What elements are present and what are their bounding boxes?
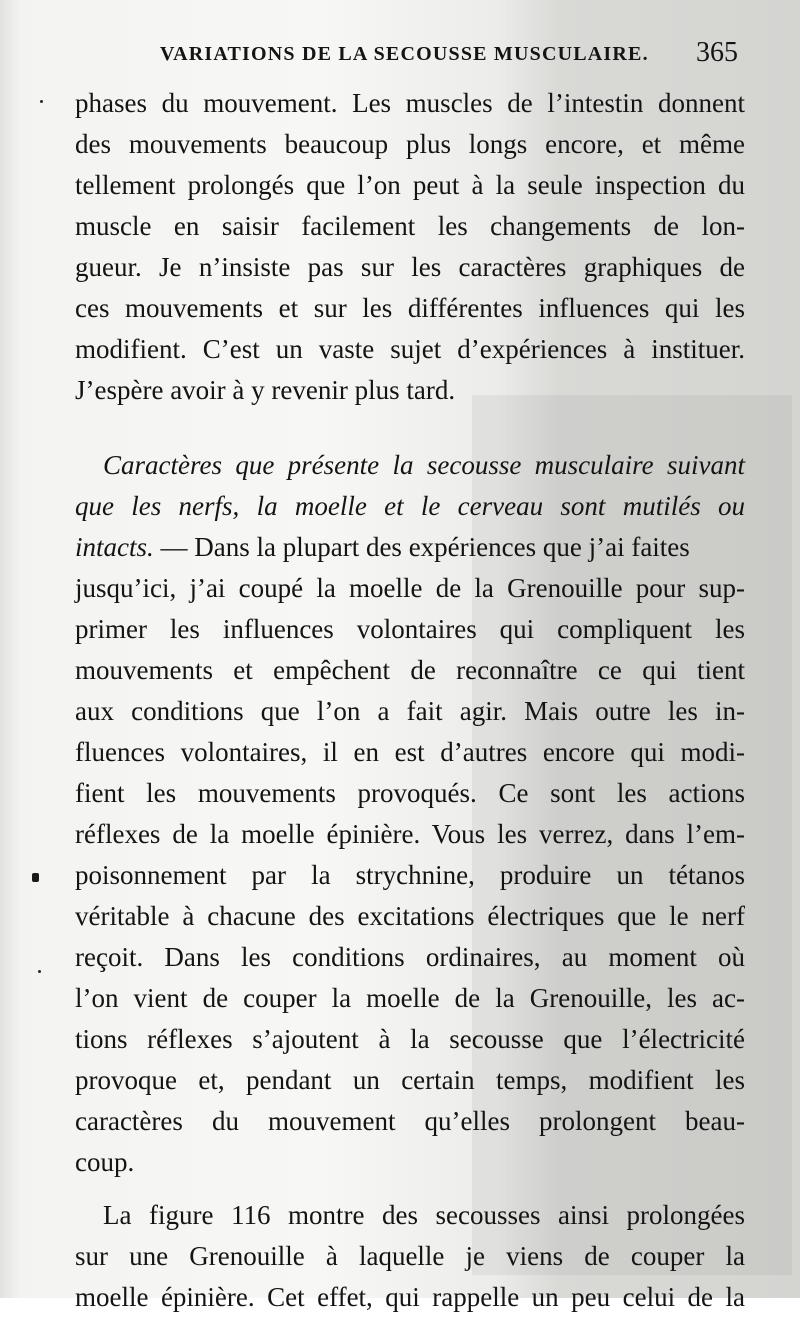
text-line: l’on vient de couper la moelle de la Grenouille, les ac- (75, 983, 745, 1013)
paragraph-1 (75, 83, 745, 411)
paragraph-gap (75, 411, 745, 445)
text-line: primer les influences volontaires qui compliquent les (75, 614, 745, 644)
section-heading-end: intacts. (75, 532, 154, 562)
text-line: caractères du mouvement qu’elles prolongent beau- (75, 1106, 745, 1136)
body-text (75, 83, 745, 1318)
text-line: ces mouvements et sur les différentes influences qui les (75, 293, 745, 323)
paragraph-gap (75, 1183, 745, 1195)
ink-speck (40, 100, 43, 103)
text-line: modifient. C’est un vaste sujet d’expériences à instituer. (75, 334, 745, 364)
paragraph-3 (75, 1195, 745, 1318)
ink-speck (38, 970, 41, 973)
text-line: phases du mouvement. Les muscles de l’intestin donnent (75, 88, 745, 118)
text-line: muscle en saisir facilement les changements de lon- (75, 211, 745, 241)
text-line: tellement prolongés que l’on peut à la seule inspection du (75, 170, 745, 200)
text-line: gueur. Je n’insiste pas sur les caractères graphiques de (75, 252, 745, 282)
text-line: jusqu’ici, j’ai coupé la moelle de la Grenouille pour sup- (75, 573, 745, 603)
binding-edge (0, 0, 22, 1298)
text-line: moelle épinière. Cet effet, qui rappelle un peu celui de la (75, 1282, 745, 1312)
section-heading-line: Caractères que présente la secousse musculaire suivant (103, 450, 745, 480)
text-line: aux conditions que l’on a fait agir. Mais outre les in- (75, 696, 745, 726)
text-line: J’espère avoir à y revenir plus tard. (75, 375, 456, 405)
section-heading-line: que les nerfs, la moelle et le cerveau sont mutilés ou (75, 491, 745, 521)
text-line: reçoit. Dans les conditions ordinaires, au moment où (75, 942, 745, 972)
page-header (150, 35, 750, 75)
text-line: fluences volontaires, il en est d’autres encore qui modi- (75, 737, 745, 767)
text-line: poisonnement par la strychnine, produire un tétanos (75, 860, 745, 890)
text-line: tions réflexes s’ajoutent à la secousse que l’électricité (75, 1024, 745, 1054)
text-line: réflexes de la moelle épinière. Vous les verrez, dans l’em- (75, 819, 745, 849)
text-line: fient les mouvements provoqués. Ce sont les actions (75, 778, 745, 808)
text-line: mouvements et empêchent de reconnaître ce qui tient (75, 655, 745, 685)
text-line: véritable à chacune des excitations électriques que le nerf (75, 901, 745, 931)
margin-mark (32, 873, 39, 882)
section-heading-paragraph (75, 445, 745, 1183)
text-line: provoque et, pendant un certain temps, modifient les (75, 1065, 745, 1095)
text-line: La figure 116 montre des secousses ainsi prolongées (103, 1200, 745, 1230)
text-line: coup. (75, 1147, 135, 1177)
section-heading-line (75, 527, 745, 568)
text-line: sur une Grenouille à laquelle je viens de couper la (75, 1241, 745, 1271)
text-line: des mouvements beaucoup plus longs encore, et même (75, 129, 745, 159)
page-number: 365 (696, 37, 738, 68)
section-text-start: — Dans la plupart des expériences que j’ai faites (153, 532, 690, 562)
running-title: VARIATIONS DE LA SECOUSSE MUSCULAIRE. (160, 43, 649, 65)
